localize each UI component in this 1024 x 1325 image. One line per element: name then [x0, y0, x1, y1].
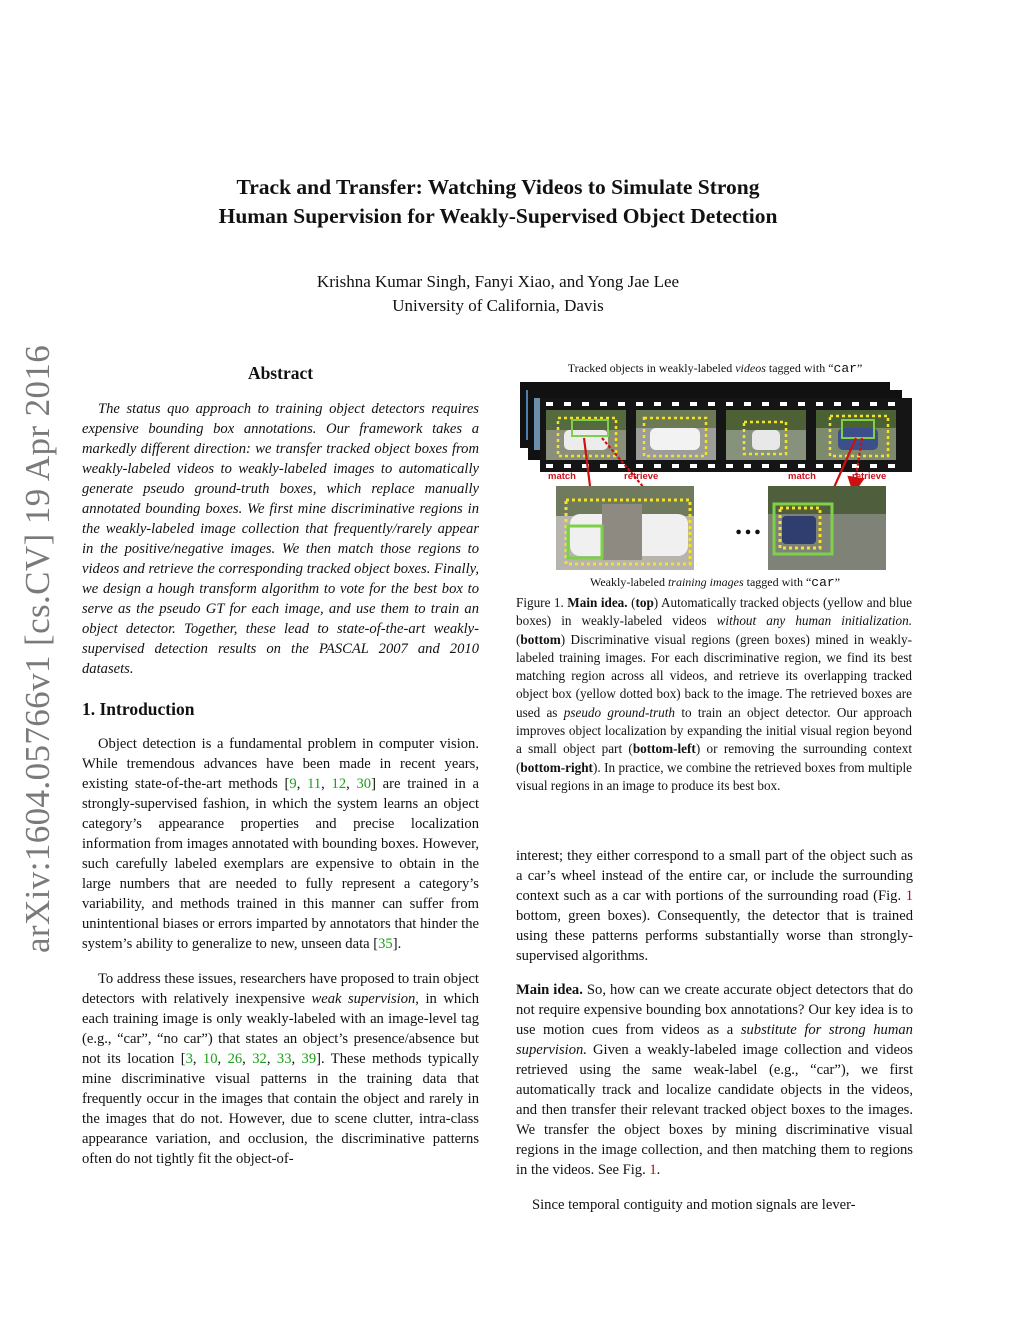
retrieve-label: retrieve — [624, 471, 659, 482]
main-idea-paragraph: Main idea. So, how can we create accurate object detectors that do not require expensive bounding box annotations? Our key idea is to use motion cues from videos as a substitute for strong human supervision. Given a weakly-labeled image collection and videos retrieved using the same weak-label (e.g., “car”), we first automatically track and localize candidate objects in the videos, and then transfer their relevant tracked object boxes to the images. We transfer the object boxes by mining discriminative visual regions in the image collection, and then matching them to regions in the videos. See Fig. 1. — [516, 982, 914, 1179]
figure-1-caption: Figure 1. Main idea. (top) Automatically tracked objects (yellow and blue boxes) in weakly-labeled videos without any human initialization. (bottom) Discriminative visual regions (green boxes) mined in weakly-labeled training images. For each discriminative region, we find its best matching region across all videos, and retrieve its overlapping tracked object box (yellow dotted box) back to the image. The retrieved boxes are used as pseudo ground-truth to train an object detector. Our approach improves object localization by expanding the initial visual region beyond a small object part (bottom-left) or removing the surrounding context (bottom-right). In practice, we combine the retrieved boxes from multiple visual regions in an image to produce its best box. — [516, 595, 913, 793]
citation-link[interactable]: 11 — [307, 776, 322, 793]
authors: Krishna Kumar Singh, Fanyi Xiao, and Yong Jae Lee — [316, 272, 680, 291]
right-column — [516, 831, 913, 1229]
introduction-heading: 1. Introduction — [82, 698, 195, 719]
figure-1-illustration — [516, 378, 914, 574]
citation-link[interactable]: 32 — [252, 1050, 267, 1067]
citation-link[interactable]: 30 — [356, 776, 372, 793]
citation-link[interactable]: 39 — [301, 1050, 317, 1067]
arxiv-identifier: arXiv:1604.05766v1 [cs.CV] 19 Apr 2016 — [18, 344, 57, 953]
citation-link[interactable]: 26 — [227, 1050, 243, 1067]
video-frame — [816, 410, 896, 460]
title-line-2: Human Supervision for Weakly-Supervised Object Detection — [218, 204, 778, 228]
figure-top-label: Tracked objects in weakly-labeled videos tagged with “car” — [567, 361, 863, 376]
citation-link[interactable]: 9 — [289, 776, 297, 793]
figure-bottom-label: Weakly-labeled training images tagged with “car” — [589, 575, 841, 590]
video-frame — [636, 410, 716, 460]
retrieve-label: retrieve — [852, 471, 887, 482]
citation-link[interactable]: 3 — [185, 1050, 193, 1067]
abstract-heading: Abstract — [247, 363, 314, 383]
left-column — [82, 363, 479, 1183]
citation-link[interactable]: 35 — [378, 936, 393, 953]
figure-reference-link[interactable]: 1 — [905, 887, 913, 904]
video-film-strip-front — [540, 398, 912, 472]
match-label: match — [548, 471, 576, 482]
training-image-left — [556, 486, 694, 570]
citation-link[interactable]: 10 — [202, 1050, 218, 1067]
abstract-body: The status quo approach to training object detectors requires expensive bounding box annotations. Our framework takes a markedly different direction: we transfer tracked object boxes from weakly-labeled videos to weakly-labeled images to automatically generate pseudo ground-truth boxes, which replace manually annotated bounding boxes. We first mine discriminative regions in the weakly-labeled image collection that frequently/rarely appear in the positive/negative images. We then match those regions to videos and retrieve the corresponding tracked object boxes. Finally, we design a hough transform algorithm to vote for the best box to serve as the pseudo GT for each image, and use them to train an object detector. Together, these lead to state-of-the-art weakly-supervised detection results on the PASCAL 2007 and 2010 datasets. — [82, 400, 479, 677]
intro-paragraph-1: Object detection is a fundamental problem in computer vision. While tremendous advances have been made in recent years, existing state-of-the-art methods [9, 11, 12, 30] are trained in a strongly-supervised fashion, in which the system learns an object category’s appearance properties and precise localization information from images annotated with bounding boxes. However, such carefully labeled exemplars are expensive to obtain in the large numbers that are needed to fully represent a category’s variability, and methods trained in this manner can suffer from unintentional biases or errors imparted by annotators that hinder the system’s ability to generalize to new, unseen data [35]. — [82, 736, 479, 953]
citation-link[interactable]: 12 — [331, 776, 347, 793]
intro-paragraph-2: To address these issues, researchers have proposed to train object detectors with relatively inexpensive weak supervision, in which each training image is only weakly-labeled with an image-level tag (e.g., “car”, “no car”) that states an object’s presence/absence but not its location [3, 10, 26, 32, 33, 39]. These methods typically mine discriminative visual patterns in the training data that frequently occur in the images that contain the object and rarely in the images that do not. However, due to scene clutter, intra-class appearance variation, and occlusion, the discriminative patterns often do not tightly fit the object-of- — [82, 970, 479, 1167]
training-image-right — [768, 486, 886, 570]
match-label: match — [788, 471, 816, 482]
right-paragraph-3: Since temporal contiguity and motion signals are lever- — [532, 1196, 856, 1213]
title-line-1: Track and Transfer: Watching Videos to Simulate Strong — [236, 175, 760, 199]
main-idea-heading: Main idea. — [516, 982, 583, 999]
affiliation: University of California, Davis — [392, 296, 604, 315]
right-paragraph-1: interest; they either correspond to a small part of the object such as a car’s wheel instead of the entire car, or include the surrounding context such as a car with portions of the surrounding road (Fig. 1 bottom, green boxes). Consequently, the detector that is trained using these patterns performs substantially worse than strongly-supervised algorithms. — [516, 847, 913, 964]
paper-title — [100, 173, 896, 231]
figure-reference-link[interactable]: 1 — [649, 1162, 657, 1179]
ellipsis: … — [734, 510, 762, 541]
citation-link[interactable]: 33 — [276, 1050, 292, 1067]
video-frame — [726, 410, 806, 460]
